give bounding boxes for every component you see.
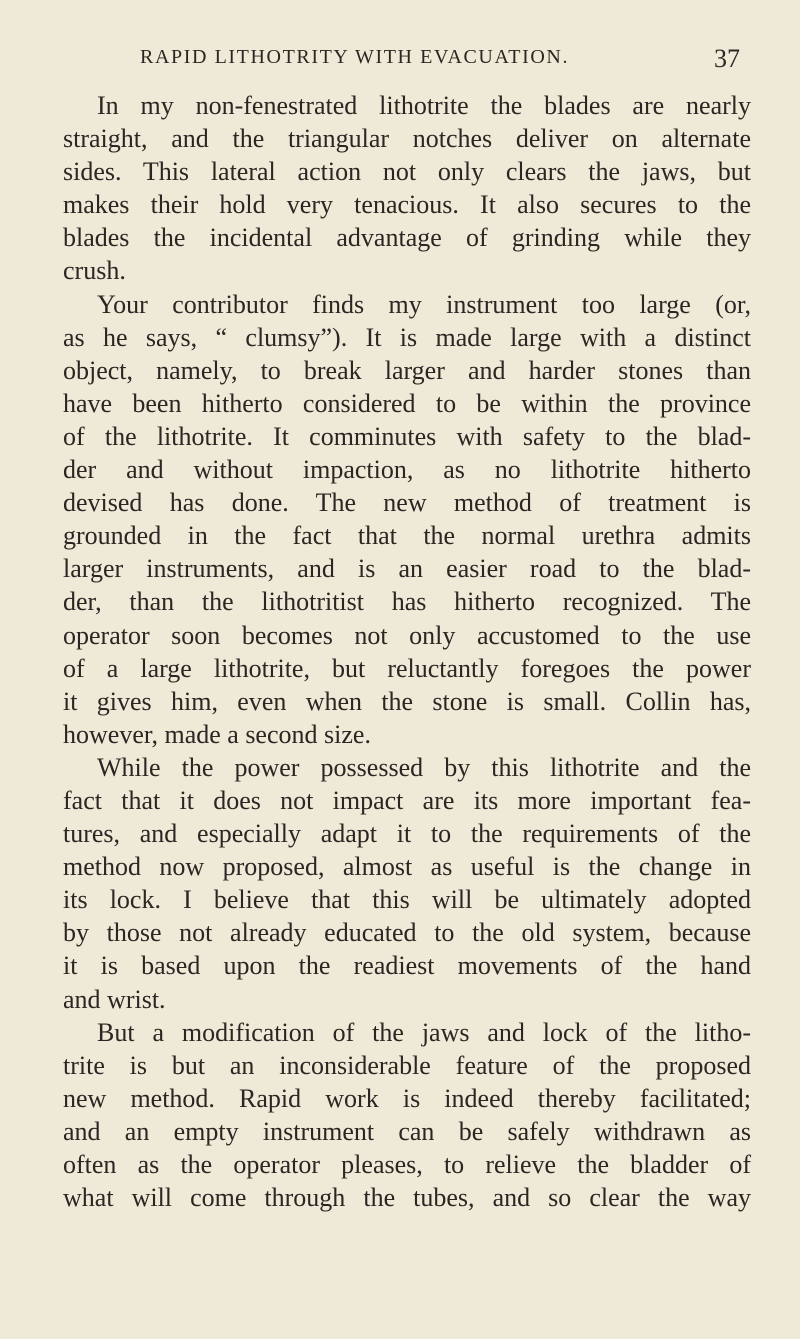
text-line: it gives him, even when the stone is small. Collin has,: [63, 686, 751, 716]
text-line: sides. This lateral action not only clears the jaws, but: [63, 157, 751, 187]
text-line: makes their hold very tenacious. It also secures to the: [63, 190, 751, 220]
text-line: it is based upon the readiest movements of the hand: [63, 951, 751, 981]
page-number: 37: [714, 44, 740, 73]
text-line: der, than the lithotritist has hitherto recognized. The: [63, 587, 751, 617]
text-line: by those not already educated to the old system, because: [63, 918, 751, 948]
text-line: what will come through the tubes, and so clear the way: [63, 1183, 751, 1213]
text-line: however, made a second size.: [63, 719, 371, 749]
text-line: as he says, “ clumsy”). It is made large with a distinct: [63, 322, 751, 352]
text-line: trite is but an inconsiderable feature of the proposed: [63, 1050, 751, 1080]
text-line: of a large lithotrite, but reluctantly foregoes the power: [63, 653, 751, 683]
text-line: and wrist.: [63, 984, 166, 1014]
text-line: of the lithotrite. It comminutes with safety to the blad-: [63, 421, 751, 451]
text-line: method now proposed, almost as useful is the change in: [63, 852, 751, 882]
paragraph-4: [63, 1016, 751, 1215]
text-line: and an empty instrument can be safely withdrawn as: [63, 1116, 751, 1146]
text-line: larger instruments, and is an easier road to the blad-: [63, 554, 751, 584]
text-line: operator soon becomes not only accustomed to the use: [63, 620, 751, 650]
running-head: [140, 44, 740, 74]
text-line: often as the operator pleases, to relieve the bladder of: [63, 1150, 751, 1179]
text-line: der and without impaction, as no lithotrite hitherto: [63, 455, 751, 485]
text-line: Your contributor finds my instrument too large (or,: [97, 289, 751, 319]
text-line: straight, and the triangular notches deliver on alternate: [63, 124, 751, 154]
text-line: have been hitherto considered to be within the province: [63, 388, 751, 418]
text-line: In my non-fenestrated lithotrite the blades are nearly: [97, 91, 751, 120]
text-line: devised has done. The new method of treatment is: [63, 488, 751, 518]
text-line: grounded in the fact that the normal urethra admits: [63, 521, 751, 551]
text-line: tures, and especially adapt it to the requirements of the: [63, 819, 751, 849]
text-line: new method. Rapid work is indeed thereby facilitated;: [63, 1083, 751, 1113]
text-line: fact that it does not impact are its more important fea-: [63, 785, 751, 815]
paragraph-2: [63, 288, 751, 751]
body-text: [63, 89, 751, 1214]
text-line: crush.: [63, 256, 126, 286]
text-line: While the power possessed by this lithotrite and the: [97, 752, 751, 782]
text-line: But a modification of the jaws and lock of the litho-: [97, 1017, 751, 1047]
text-line: its lock. I believe that this will be ultimately adopted: [63, 885, 751, 915]
paragraph-3: [63, 751, 751, 1016]
text-line: blades the incidental advantage of grinding while they: [63, 223, 751, 253]
running-title: RAPID LITHOTRITY WITH EVACUATION.: [140, 46, 570, 68]
paragraph-1: [63, 89, 751, 288]
text-line: object, namely, to break larger and harder stones than: [63, 355, 751, 385]
